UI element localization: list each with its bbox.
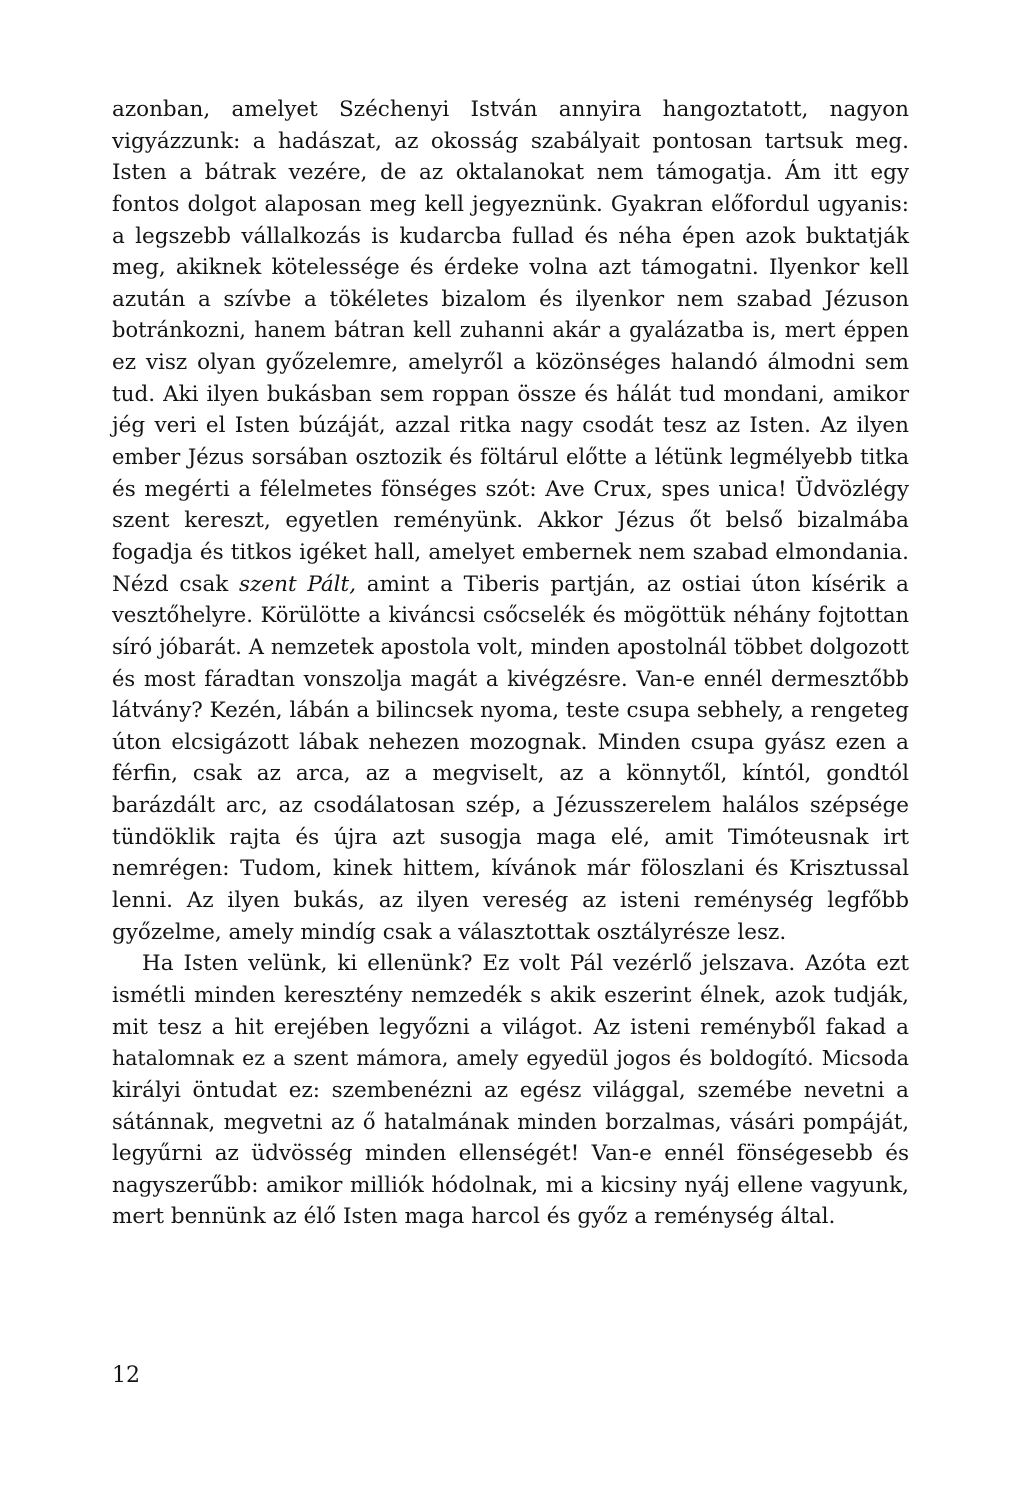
text-line: azután a szívbe a tökéletes bizalom és ilyenkor nem szabad Jézuson [112,286,909,312]
text-line: nagyszerűbb: amikor milliók hódolnak, mi a kicsiny nyáj ellene vagyunk, [112,1172,909,1198]
text-line: győzelme, amely mindíg csak a választottak osztályrésze lesz. [112,919,787,945]
text-line: vesztőhelyre. Körülötte a kiváncsi csőcselék és mögöttük néhány fojtottan [112,603,909,628]
text-line: azonban, amelyet Széchenyi István annyira hangoztatott, nagyon [112,97,909,122]
text-line: tud. Aki ilyen bukásban sem roppan össze és hálát tud mondani, amikor [112,381,909,407]
text-line: ez visz olyan győzelemre, amelyről a közönséges halandó álmodni sem [112,350,909,376]
text-line: látvány? Kezén, lábán a bilincsek nyoma, teste csupa sebhely, a rengeteg [112,698,909,724]
text-line: nemrégen: Tudom, kinek hittem, kívánok már föloszlani és Krisztussal [112,856,909,882]
text-line: meg, akiknek kötelessége és érdeke volna azt támogatni. Ilyenkor kell [112,255,909,281]
text-line: mit tesz a hit erejében legyőzni a világot. Az isteni reményből fakad a [112,1014,909,1040]
text-line: fontos dolgot alaposan meg kell jegyeznünk. Gyakran előfordul ugyanis: [112,191,909,217]
page-number: 12 [112,1363,140,1388]
body-text [112,94,909,1233]
text-line: botránkozni, hanem bátran kell zuhanni akár a gyalázatba is, mert éppen [112,318,909,343]
text-line: barázdált arc, az csodálatosan szép, a Jézusszerelem halálos szépsége [112,793,909,819]
text-line: mert bennünk az élő Isten maga harcol és győz a reménység által. [112,1204,836,1230]
text-segment: amint a Tiberis partján, az ostiai úton kísérik a [356,571,909,597]
text-line: jég veri el Isten búzáját, azzal ritka nagy csodát tesz az Isten. Az ilyen [112,413,909,439]
italic-phrase: szent Pált, [239,571,357,597]
text-segment: Nézd csak [112,571,240,597]
text-line: ember Jézus sorsában osztozik és föltárul előtte a létünk legmélyebb titka [112,445,909,470]
text-line: királyi öntudat ez: szembenézni az egész világgal, szemébe nevetni a [112,1077,909,1103]
text-line: tündöklik rajta és újra azt susogja maga elé, amit Timóteusnak irt [112,824,909,850]
text-line: és megérti a félelmetes fönséges szót: Ave Crux, spes unica! Üdvözlégy [112,476,909,502]
text-line: lenni. Az ilyen bukás, az ilyen vereség az isteni reménység legfőbb [112,888,909,914]
text-line: sátánnak, megvetni az ő hatalmának minden borzalmas, vásári pompáját, [112,1109,909,1134]
text-line: Ha Isten velünk, ki ellenünk? Ez volt Pál vezérlő jelszava. Azóta ezt [142,951,909,977]
text-line: hatalomnak ez a szent mámora, amely egyedül jogos és boldogító. Micsoda [112,1046,909,1071]
text-line: fogadja és titkos igéket hall, amelyet embernek nem szabad elmondania. [112,539,909,565]
text-line: ismétli minden keresztény nemzedék s akik eszerint élnek, azok tudják, [112,982,909,1008]
text-line: Isten a bátrak vezére, de az oktalanokat nem támogatja. Ám itt egy [112,160,909,186]
text-line: férfin, csak az arca, az a megviselt, az a könnytől, kíntól, gondtól [112,761,909,787]
text-line: legyűrni az üdvösség minden ellenségét! Van-e ennél fönségesebb és [112,1141,909,1167]
text-line [112,569,909,601]
text-line: a legszebb vállalkozás is kudarcba fullad és néha épen azok buktatják [112,223,909,249]
text-line: szent kereszt, egyetlen reményünk. Akkor Jézus őt belső bizalmába [112,508,909,534]
text-line: vigyázzunk: a hadászat, az okosság szabályait pontosan tartsuk meg. [112,128,909,154]
text-line: és most fáradtan vonszolja magát a kivégzésre. Van-e ennél dermesztőbb [112,666,909,691]
text-line: síró jóbarát. A nemzetek apostola volt, minden apostolnál többet dolgozott [112,634,909,659]
text-line: úton elcsigázott lábak nehezen mozognak. Minden csupa gyász ezen a [112,729,909,755]
